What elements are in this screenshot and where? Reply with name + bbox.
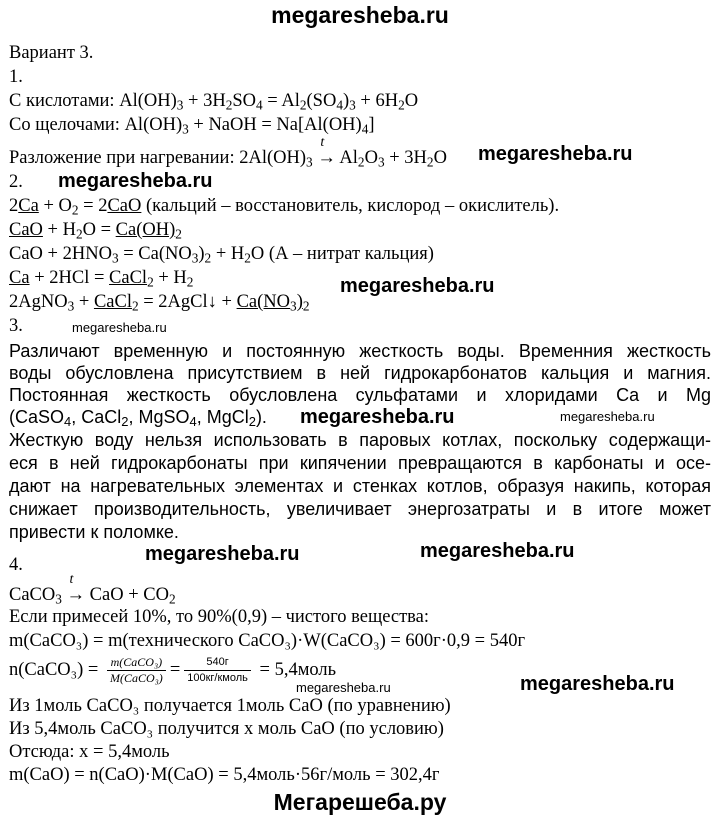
ratio-equation-line: Из 1моль CaCO₃ получается 1моль CaO (по уравнению) bbox=[9, 696, 451, 716]
chain-reaction-2: CaO + $H_2O = Ca(OH)_2$ bbox=[9, 220, 182, 242]
watermark-link[interactable]: megaresheba.ru bbox=[560, 409, 655, 424]
boiler-text-line-1: Жесткую воду нельзя использовать в паровых котлах, поскольку содержащи- bbox=[9, 430, 711, 450]
section-1-number: 1. bbox=[9, 67, 23, 87]
section-4-number: 4. bbox=[9, 555, 23, 575]
watermark-link[interactable]: megaresheba.ru bbox=[300, 406, 455, 428]
t-mark: t bbox=[320, 135, 325, 150]
watermark-link[interactable]: megaresheba.ru bbox=[520, 673, 675, 695]
moles-result: = 5,4моль bbox=[259, 660, 337, 680]
watermark-link[interactable]: megaresheba.ru bbox=[145, 543, 300, 565]
watermark-link[interactable]: megaresheba.ru bbox=[420, 540, 575, 562]
impurity-line: Если примесей 10%, то 90%(0,9) – чистого вещества: bbox=[9, 607, 430, 627]
watermark-link[interactable]: megaresheba.ru bbox=[340, 275, 495, 297]
formula-fraction bbox=[107, 655, 166, 686]
watermark-link[interactable]: megaresheba.ru bbox=[478, 143, 633, 165]
heat-label: Разложение при нагревании: bbox=[9, 148, 240, 168]
hardness-text-line-1: Различают временную и постоянную жесткость воды. Временния жесткость bbox=[9, 341, 711, 361]
reaction-3-note: (А – нитрат кальция) bbox=[264, 244, 434, 264]
value-fraction bbox=[184, 655, 251, 686]
chain-reaction-1: $2Ca + O_2 = 2CaO$ (кальций – восстановитель, кислород – окислитель). bbox=[9, 196, 560, 218]
boiler-text-line-3: дают на нагревательных элементах и стенках котлов, образуя накипь, которая bbox=[9, 476, 711, 496]
boiler-text-line-4: снижает производительность, увеличивает энергозатраты и в итоге может bbox=[9, 499, 711, 519]
t-mark-4: t bbox=[69, 572, 74, 587]
caco3-decomposition: CaCO$_3$ t → CaO + $CO_2$ bbox=[9, 584, 176, 606]
final-mass-line: m(CaO) = n(CaO)·M(CaO) = 5,4моль·56г/моль = 302,4г bbox=[9, 765, 440, 785]
site-header-title[interactable]: megaresheba.ru bbox=[271, 2, 449, 28]
section-3-number: 3. bbox=[9, 316, 23, 336]
watermark-link[interactable]: megaresheba.ru bbox=[72, 320, 167, 335]
boiler-text-line-2: еся в ней гидрокарбонаты при кипячении превращаются в карбонаты и осе- bbox=[9, 453, 711, 473]
reaction-with-acids: С кислотами: $Al(OH)_3 + 3H_2SO_4 = Al_2(SO_4)_3 + 6H_2O$ bbox=[9, 91, 419, 113]
fraction-2-numerator: 540г bbox=[184, 655, 251, 671]
hardness-text-line-3: Постоянная жесткость обусловлена сульфатами и хлоридами Ca и Mg bbox=[9, 385, 711, 405]
variant-title: Вариант 3. bbox=[9, 43, 94, 63]
fraction-1-denominator: M(CaCO₃) bbox=[109, 671, 163, 686]
decomposition-reaction: Разложение при нагревании: $2Al(OH)_3$ t → $Al_2O_3 + 3H_2O$ bbox=[9, 147, 447, 169]
mass-calc-line: m(CaCO₃) = m(технического CaCO₃)·W(CaCO₃) = 600г·0,9 = 540г bbox=[9, 631, 526, 651]
watermark-link[interactable]: megaresheba.ru bbox=[296, 680, 391, 695]
acids-label: С кислотами: bbox=[9, 91, 120, 111]
site-footer-title[interactable]: Мегарешеба.ру bbox=[273, 789, 447, 815]
hardness-text-line-2: воды обусловлена присутствием в ней гидрокарбонатов кальция и магния. bbox=[9, 363, 711, 383]
moles-calc-line: n(CaCO₃) = $\frac{\text{m(CaCO₃)}}{\text{M(CaCO₃)}}$ = $\frac{540г}{\text{100кг/кмоль}}$ = 5,4моль bbox=[9, 655, 337, 686]
fraction-2-denominator: 100кг/кмоль bbox=[187, 672, 248, 685]
ratio-condition-line: Из 5,4моль CaCO₃ получится x моль CaO (по условию) bbox=[9, 719, 444, 739]
chain-reaction-4: Ca + 2HCl = CaCl$_2$ + $H_2$ bbox=[9, 268, 194, 290]
boiler-text-line-5: привести к поломке. bbox=[9, 522, 179, 542]
chain-reaction-3: CaO + $2HNO_3 = Ca(NO_3)_2 + H_2O$ (А – нитрат кальция) bbox=[9, 244, 434, 266]
reaction-with-alkali: Со щелочами: $Al(OH)_3$ + NaOH = $Na[Al(OH)_4]$ bbox=[9, 115, 375, 137]
reaction-1-note: (кальций – восстановитель, кислород – окислитель). bbox=[141, 196, 560, 216]
x-value-line: Отсюда: x = 5,4моль bbox=[9, 742, 170, 762]
moles-lhs: n(CaCO₃) = bbox=[9, 660, 99, 680]
fraction-1-numerator: m(CaCO₃) bbox=[107, 655, 166, 671]
watermark-link[interactable]: megaresheba.ru bbox=[58, 170, 213, 192]
hardness-salts-list: (CaSO$_4$, CaCl$_2$, MgSO$_4$, MgCl$_2$). bbox=[9, 407, 267, 430]
alkali-label: Со щелочами: bbox=[9, 115, 125, 135]
section-2-number: 2. bbox=[9, 172, 23, 192]
chain-reaction-5: 2AgNO$_3$ + CaCl$_2$ = 2AgCl↓ + $Ca(NO_3)_2$ bbox=[9, 292, 310, 314]
